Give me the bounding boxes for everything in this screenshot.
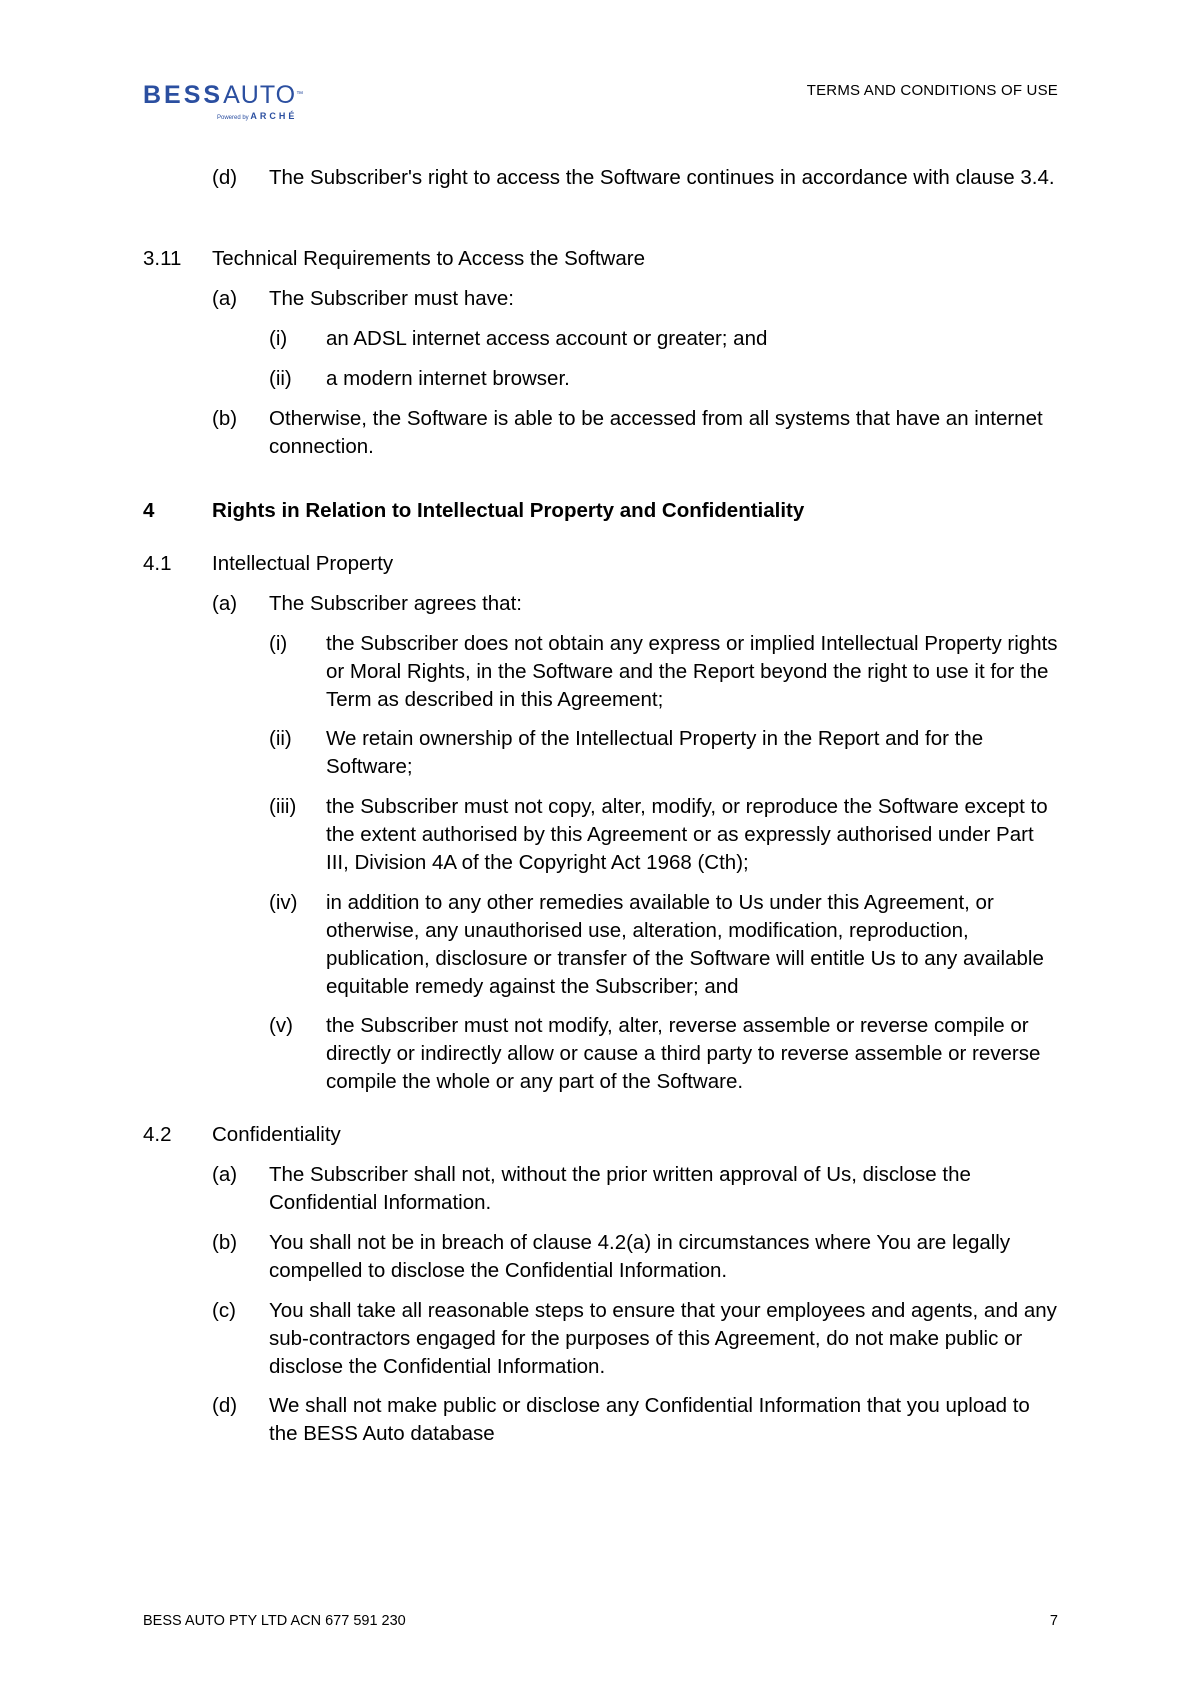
clause-number: (i) [269, 327, 288, 350]
clause-number: (a) [212, 592, 238, 615]
section-title: Rights in Relation to Intellectual Property and Confidentiality [212, 499, 805, 522]
clause-text: We shall not make public or disclose any Confidential Information that you upload to the BESS Auto database [269, 1394, 1030, 1445]
clause-number: (a) [212, 287, 238, 310]
bess-auto-logo [143, 80, 323, 126]
clause-heading: Technical Requirements to Access the Software [212, 247, 645, 270]
clause-number: (a) [212, 1163, 238, 1186]
logo-powered-label: Powered by [217, 115, 249, 121]
logo-wordmark [143, 80, 303, 110]
clause-number: (i) [269, 632, 288, 655]
header-title: TERMS AND CONDITIONS OF USE [806, 82, 1058, 99]
clause-number: (d) [212, 166, 238, 189]
clause-text: a modern internet browser. [326, 367, 570, 390]
clause-number: (b) [212, 1231, 238, 1254]
clause-text: an ADSL internet access account or greater; and [326, 327, 768, 350]
clause-number: (d) [212, 1394, 238, 1417]
clause-heading: Confidentiality [212, 1123, 341, 1146]
footer-company: BESS AUTO PTY LTD ACN 677 591 230 [143, 1613, 406, 1629]
clause-text: We retain ownership of the Intellectual Property in the Report and for the Software; [326, 727, 984, 778]
clause-number: (v) [269, 1014, 293, 1037]
clause-number: 4.1 [143, 552, 172, 575]
clause-text: You shall take all reasonable steps to ensure that your employees and agents, and any sub-contractors engaged for the purposes of this Agreement, do not make public or disclose the Confidential Information. [269, 1299, 1057, 1378]
logo-arche: ARCHÉ [250, 111, 298, 121]
clause-text: the Subscriber does not obtain any express or implied Intellectual Property rights or Moral Rights, in the Software and the Report beyond the right to use it for the Term as described in this Agreement; [326, 632, 1058, 711]
clause-number: 4.2 [143, 1123, 172, 1146]
clause-text: The Subscriber shall not, without the prior written approval of Us, disclose the Confidential Information. [269, 1163, 971, 1214]
clause-heading: Intellectual Property [212, 552, 394, 575]
clause-number: (iii) [269, 795, 297, 818]
clause-text: Otherwise, the Software is able to be accessed from all systems that have an internet connection. [269, 407, 1043, 458]
clause-text: The Subscriber's right to access the Software continues in accordance with clause 3.4. [269, 166, 1055, 189]
clause-number: (ii) [269, 727, 292, 750]
clause-text: You shall not be in breach of clause 4.2(a) in circumstances where You are legally compelled to disclose the Confidential Information. [269, 1231, 1011, 1282]
footer-page-number: 7 [1049, 1613, 1058, 1629]
clause-number: (iv) [269, 891, 298, 914]
logo-auto: AUTO [223, 81, 297, 109]
clause-text: the Subscriber must not copy, alter, modify, or reproduce the Software except to the extent authorised by this Agreement or as expressly authorised under Part III, Division 4A of the Copyright Act 1968 (Cth); [326, 795, 1048, 874]
clause-text: the Subscriber must not modify, alter, reverse assemble or reverse compile or directly or indirectly allow or cause a third party to reverse assemble or reverse compile the whole or any part of the Software. [326, 1014, 1041, 1093]
clause-number: (b) [212, 407, 238, 430]
section-number: 4 [143, 499, 155, 522]
clause-number: (c) [212, 1299, 236, 1322]
logo-bess: BESS [143, 81, 224, 109]
clause-text: The Subscriber must have: [269, 287, 514, 310]
clause-text: The Subscriber agrees that: [269, 592, 522, 615]
logo-trademark: ™ [296, 91, 304, 98]
clause-number: (ii) [269, 367, 292, 390]
logo-powered-by [217, 111, 297, 121]
clause-text: in addition to any other remedies available to Us under this Agreement, or otherwise, any unauthorised use, alteration, modification, reproduction, publication, disclosure or transfer of the Software will entitle Us to any available equitable remedy against the Subscriber; and [326, 891, 1044, 998]
clause-number: 3.11 [143, 247, 182, 270]
